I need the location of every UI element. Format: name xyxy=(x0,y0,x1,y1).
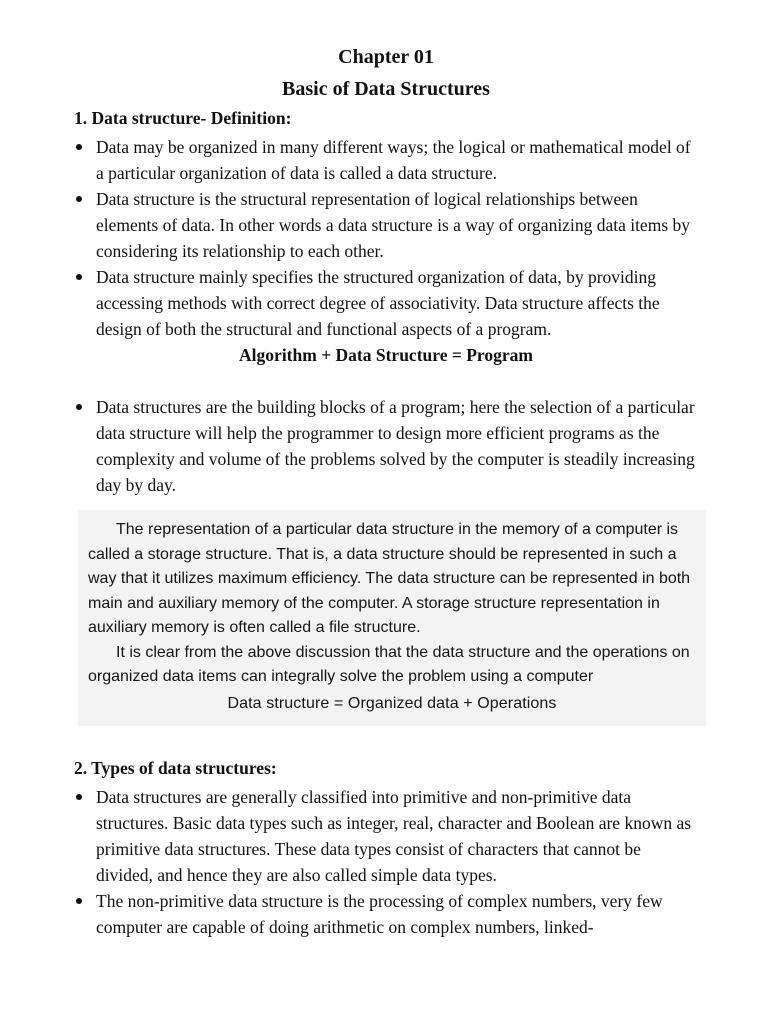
chapter-title: Basic of Data Structures xyxy=(282,78,490,100)
definition-bullet-list xyxy=(74,134,698,342)
section-heading-types: 2. Types of data structures: xyxy=(74,758,277,778)
bullet-text: Data structure mainly specifies the structured organization of data, by providing accessing methods with correct degree of associativity. Data structure affects the design of both the structural and functional aspects of a program. xyxy=(96,267,660,339)
bullet-text: Data structures are the building blocks of a program; here the selection of a particular data structure will help the programmer to design more efficient programs as the complexity and volume of the problems solved by the computer is steadily increasing day by day. xyxy=(96,397,695,495)
bullet-icon xyxy=(76,794,82,800)
bullet-icon xyxy=(76,404,82,410)
bullet-item xyxy=(74,134,698,186)
types-bullet-list xyxy=(74,784,698,940)
bullet-text: Data may be organized in many different ways; the logical or mathematical model of a particular organization of data is called a data structure. xyxy=(96,137,691,183)
bullet-item xyxy=(74,888,698,940)
bullet-icon xyxy=(76,898,82,904)
bullet-item xyxy=(74,264,698,342)
bullet-icon xyxy=(76,144,82,150)
bullet-text: Data structure is the structural representation of logical relationships between elements of data. In other words a data structure is a way of organizing data items by considering its relationship to each other. xyxy=(96,189,691,261)
bullet-text: Data structures are generally classified into primitive and non-primitive data structures. Basic data types such as integer, real, character and Boolean are known as primitive data structures. These data types consist of characters that cannot be divided, and hence they are also called simple data types. xyxy=(96,787,692,885)
bullet-item xyxy=(74,784,698,888)
excerpt-paragraph-2: It is clear from the above discussion that the data structure and the operations on organized data items can integrally solve the problem using a computer xyxy=(88,643,690,685)
program-formula: Algorithm + Data Structure = Program xyxy=(239,345,533,365)
bullet-icon xyxy=(76,274,82,280)
excerpt-equation: Data structure = Organized data + Operations xyxy=(227,694,557,712)
excerpt-paragraph-1: The representation of a particular data structure in the memory of a computer is called a storage structure. That is, a data structure should be represented in such a way that it utilizes maximum efficiency. The data structure can be represented in both main and auxiliary memory of the computer. A storage structure representation in auxiliary memory is often called a file structure. xyxy=(88,521,691,636)
section-heading-definition: 1. Data structure- Definition: xyxy=(74,108,292,128)
bullet-icon xyxy=(76,196,82,202)
scanned-excerpt xyxy=(78,510,706,726)
building-blocks-bullet-list xyxy=(74,394,698,498)
chapter-number: Chapter 01 xyxy=(338,46,434,68)
bullet-text: The non-primitive data structure is the processing of complex numbers, very few computer are capable of doing arithmetic on complex numbers, linked- xyxy=(96,891,663,937)
bullet-item xyxy=(74,394,698,498)
section-types xyxy=(74,756,698,940)
bullet-item xyxy=(74,186,698,264)
